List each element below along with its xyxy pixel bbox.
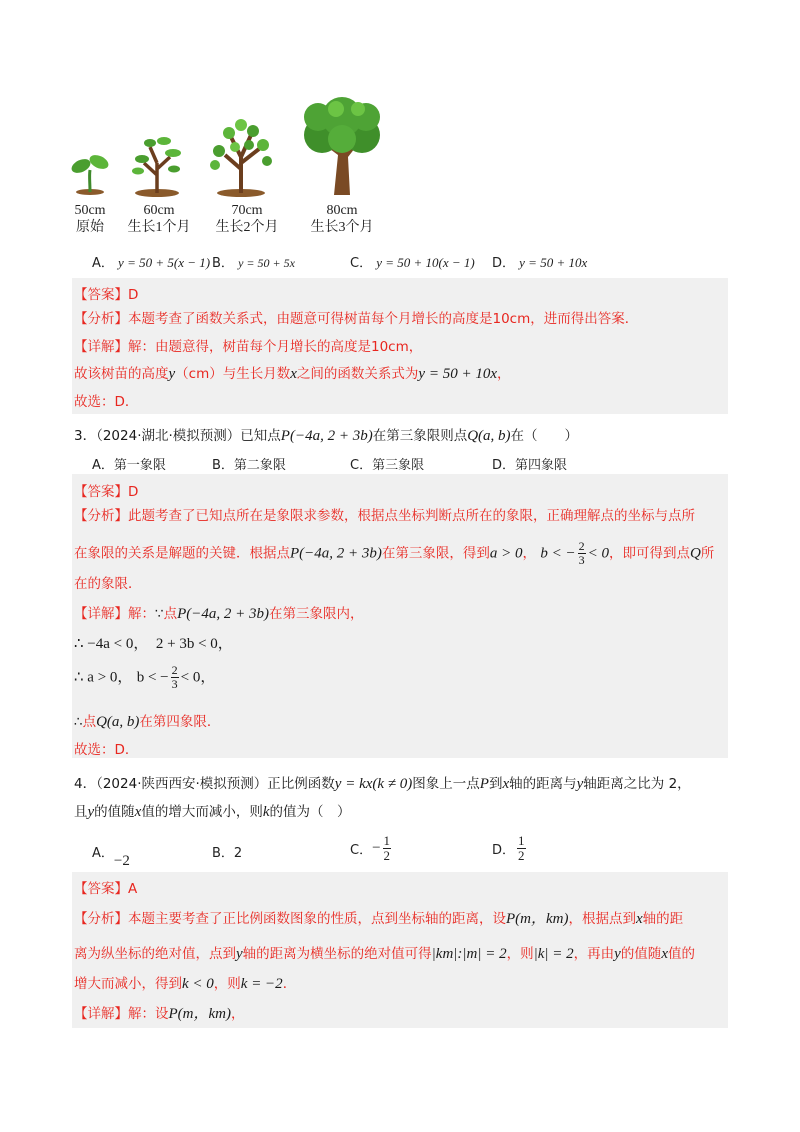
function-expr: y = kx(k ≠ 0)	[334, 776, 413, 792]
analysis-text: 的值随	[620, 946, 662, 962]
option-text: 第一象限	[113, 458, 166, 473]
detail-text: ，	[496, 366, 511, 382]
q2-answer-line	[74, 283, 138, 303]
analysis-tag: 【分析】	[74, 911, 128, 927]
fraction-den: 2	[518, 848, 525, 863]
fraction-num: 2	[578, 539, 585, 553]
point-p: P(m，km)	[168, 1006, 231, 1022]
q4-option-b	[212, 842, 242, 861]
analysis-text: 值的	[667, 946, 695, 962]
plant-height: 70cm	[231, 203, 263, 218]
question-number: 3．	[74, 428, 97, 444]
option-value: −2	[113, 853, 130, 869]
stem-text: 轴距离之比为 2，	[583, 776, 691, 792]
var-k: k	[262, 804, 270, 820]
q3-option-a	[92, 454, 166, 473]
q3-analysis-line3	[74, 572, 142, 592]
plant-label: 生长2个月	[215, 220, 279, 235]
var-x: x	[290, 366, 297, 382]
plant-height: 50cm	[74, 203, 106, 218]
stem-text: 且	[74, 804, 88, 820]
var-x: x	[661, 946, 668, 962]
point-p: P(−4a, 2 + 3b)	[290, 545, 382, 562]
point-q: Q	[689, 545, 701, 562]
q2-detail-line1	[74, 335, 422, 355]
q3-detail-line4	[74, 710, 220, 731]
option-value: 2	[233, 846, 243, 861]
q4-analysis-line1	[74, 907, 683, 928]
option-letter: B．	[212, 458, 234, 473]
q3-detail-line1	[74, 602, 364, 623]
plant-label: 生长1个月	[127, 220, 191, 235]
detail-text: （cm）与生长月数	[175, 366, 291, 382]
small-tree-icon	[130, 133, 185, 197]
plant-height: 60cm	[143, 203, 175, 218]
ratio-expr: |km|:|m| = 2	[431, 946, 507, 962]
answer-tag: 【答案】	[74, 484, 128, 500]
fraction	[383, 834, 392, 863]
q2-choose-line	[74, 390, 138, 410]
detail-tag: 【详解】	[74, 1006, 128, 1022]
answer-tag: 【答案】	[74, 287, 128, 303]
option-letter: C．	[350, 256, 373, 271]
fraction-den: 3	[578, 553, 585, 567]
option-letter: C．	[350, 458, 373, 473]
analysis-tag: 【分析】	[74, 508, 128, 524]
analysis-tag: 【分析】	[74, 311, 128, 327]
answer-tag: 【答案】	[74, 881, 128, 897]
option-expr: y = 50 + 5(x − 1)	[118, 255, 211, 270]
seedling-icon	[70, 150, 110, 195]
inequality: b < −	[540, 545, 576, 562]
fraction-den: 3	[171, 677, 178, 691]
q2-option-a	[92, 252, 210, 271]
q4-option-a	[92, 842, 130, 869]
stem-text: 图象上一点	[412, 776, 480, 792]
stem-text: 在第三象限则点	[372, 428, 468, 444]
point-p: P(−4a, 2 + 3b)	[177, 606, 269, 622]
var-x: x	[502, 776, 510, 792]
detail-text: 在第四象限．	[139, 714, 221, 730]
option-expr: y = 50 + 10(x − 1)	[376, 255, 475, 270]
detail-text: 在第三象限内，	[269, 606, 364, 622]
q4-option-d	[492, 834, 526, 863]
var-p: P	[479, 776, 489, 792]
analysis-text: ，则	[213, 976, 241, 992]
point-p: P(m，km)	[506, 911, 569, 927]
choose-text: 故选：D．	[74, 742, 139, 758]
fraction-num: 2	[171, 663, 178, 677]
option-value: −	[372, 840, 381, 856]
var-y: y	[236, 946, 243, 962]
question-source: （2024·湖北·模拟预测）已知点	[96, 428, 281, 444]
option-expr: y = 50 + 5x	[238, 256, 295, 270]
analysis-text: 轴的距	[642, 911, 684, 927]
detail-text: 点	[163, 606, 178, 622]
option-text: 第二象限	[233, 458, 286, 473]
analysis-text: 本题考查了函数关系式，由题意可得树苗每个月增长的高度是10cm，进而得出答案．	[128, 311, 639, 327]
option-letter: D．	[492, 843, 516, 858]
q2-option-c	[350, 252, 475, 271]
option-letter: A．	[92, 256, 114, 271]
analysis-text: 在象限的关系是解题的关键．根据点	[74, 545, 290, 562]
q4-analysis-line2	[74, 942, 695, 963]
detail-text: 解：	[128, 606, 155, 622]
q3-stem	[74, 424, 578, 445]
var-x: x	[134, 804, 142, 820]
stem-text: 的值为（ ）	[269, 804, 351, 820]
answer-value: D	[128, 287, 139, 303]
plant-label: 原始	[76, 220, 104, 235]
detail-tag: 【详解】	[74, 606, 128, 622]
because-symbol: ∵	[155, 606, 164, 622]
plant-height: 80cm	[326, 203, 358, 218]
q2-option-b	[212, 252, 295, 271]
fraction	[517, 834, 526, 863]
option-letter: B．	[212, 256, 234, 271]
q3-choose-line	[74, 738, 138, 758]
q4-option-c	[350, 834, 391, 863]
option-text: 第三象限	[372, 458, 425, 473]
detail-text: 解：由题意得，树苗每个月增长的高度是10cm，	[128, 339, 423, 355]
option-expr: y = 50 + 10x	[519, 255, 588, 270]
analysis-text: ，即可得到点	[608, 545, 690, 562]
stem-text: 轴的距离与	[509, 776, 577, 792]
var-y: y	[576, 776, 584, 792]
detail-text: 点	[82, 714, 97, 730]
analysis-text: 增大而减小，得到	[74, 976, 182, 992]
option-letter: D．	[492, 458, 516, 473]
abs-expr: |k| = 2	[533, 946, 574, 962]
q3-option-b	[212, 454, 286, 473]
therefore-symbol: ∴	[74, 714, 83, 730]
analysis-text: 所	[700, 545, 715, 562]
option-letter: D．	[492, 256, 516, 271]
question-source: （2024·陕西西安·模拟预测）正比例函数	[96, 776, 335, 792]
q3-option-d	[492, 454, 567, 473]
q3-answer-line	[74, 480, 138, 500]
stem-text: 到	[488, 776, 503, 792]
fraction-den: 2	[383, 848, 391, 863]
stem-text: 在（ ）	[510, 428, 579, 444]
detail-text: 之间的函数关系式为	[296, 366, 419, 382]
inequality: < 0	[587, 545, 609, 562]
question-number: 4．	[74, 776, 97, 792]
medium-tree-icon	[205, 117, 277, 197]
point-q: Q(a, b)	[96, 714, 140, 730]
inequality: k < 0	[182, 976, 214, 992]
plant-label: 生长3个月	[310, 220, 374, 235]
q4-stem-line1	[74, 772, 691, 793]
q3-analysis-line2	[74, 540, 714, 567]
option-text: 第四象限	[515, 458, 568, 473]
analysis-text: 轴的距离为横坐标的绝对值可得	[242, 946, 432, 962]
point-p: P(−4a, 2 + 3b)	[280, 428, 373, 444]
stem-text: 值的增大而减小，则	[141, 804, 263, 820]
var-y: y	[168, 366, 176, 382]
equation: k = −2	[240, 976, 283, 992]
q3-analysis-line1	[74, 504, 695, 524]
analysis-text: 此题考查了已知点所在是象限求参数，根据点坐标判断点所在的象限，正确理解点的坐标与点所	[128, 508, 695, 524]
analysis-text: ，再由	[573, 946, 615, 962]
inequality: a > 0	[489, 545, 523, 562]
var-y: y	[87, 804, 95, 820]
q4-answer-line	[74, 877, 137, 897]
answer-value: D	[128, 484, 139, 500]
answer-value: A	[128, 881, 138, 897]
fraction-num: 1	[383, 833, 391, 848]
fraction	[171, 664, 179, 691]
analysis-text: ．	[282, 976, 297, 992]
detail-tag: 【详解】	[74, 339, 128, 355]
analysis-text: 在的象限．	[74, 576, 142, 592]
plant-caption-1	[114, 202, 204, 236]
analysis-text: ，则	[506, 946, 534, 962]
var-y: y	[614, 946, 621, 962]
inequality: ∴ −4a < 0， 2 + 3b < 0，	[74, 636, 233, 652]
detail-text: 故该树苗的高度	[74, 366, 169, 382]
point-q: Q(a, b)	[467, 428, 511, 444]
fraction-num: 1	[518, 833, 525, 848]
plant-caption-2	[202, 202, 292, 236]
inequality: < 0，	[180, 669, 216, 686]
q3-detail-line3	[74, 664, 215, 691]
var-x: x	[635, 911, 643, 927]
analysis-text: ，	[522, 545, 537, 562]
large-tree-icon	[292, 95, 392, 197]
q4-stem-line2	[74, 800, 351, 821]
q2-option-d	[492, 252, 587, 271]
fraction	[578, 540, 586, 567]
option-letter: A．	[92, 458, 114, 473]
detail-text: 解：设	[128, 1006, 169, 1022]
choose-text: 故选：D．	[74, 394, 139, 410]
option-letter: C．	[350, 843, 373, 858]
q3-option-c	[350, 454, 424, 473]
option-letter: B．	[212, 846, 234, 861]
q3-detail-line2	[74, 632, 233, 653]
q2-analysis-line	[74, 307, 638, 327]
analysis-text: 离为纵坐标的绝对值，点到	[74, 946, 236, 962]
option-letter: A．	[92, 846, 114, 861]
inequality: b < −	[136, 669, 169, 686]
plant-caption-3	[297, 202, 387, 236]
function-expr: y = 50 + 10x	[418, 366, 497, 382]
q4-analysis-line3	[74, 972, 296, 993]
analysis-text: ，根据点到	[568, 911, 636, 927]
stem-text: 的值随	[94, 804, 135, 820]
q2-detail-line2	[74, 362, 510, 383]
analysis-text: 本题主要考查了正比例函数图象的性质，点到坐标轴的距离，设	[128, 911, 506, 927]
detail-text: ，	[230, 1006, 245, 1022]
q4-detail-line1	[74, 1002, 244, 1023]
inequality: ∴ a > 0，	[74, 669, 133, 686]
analysis-text: 在第三象限，得到	[381, 545, 490, 562]
